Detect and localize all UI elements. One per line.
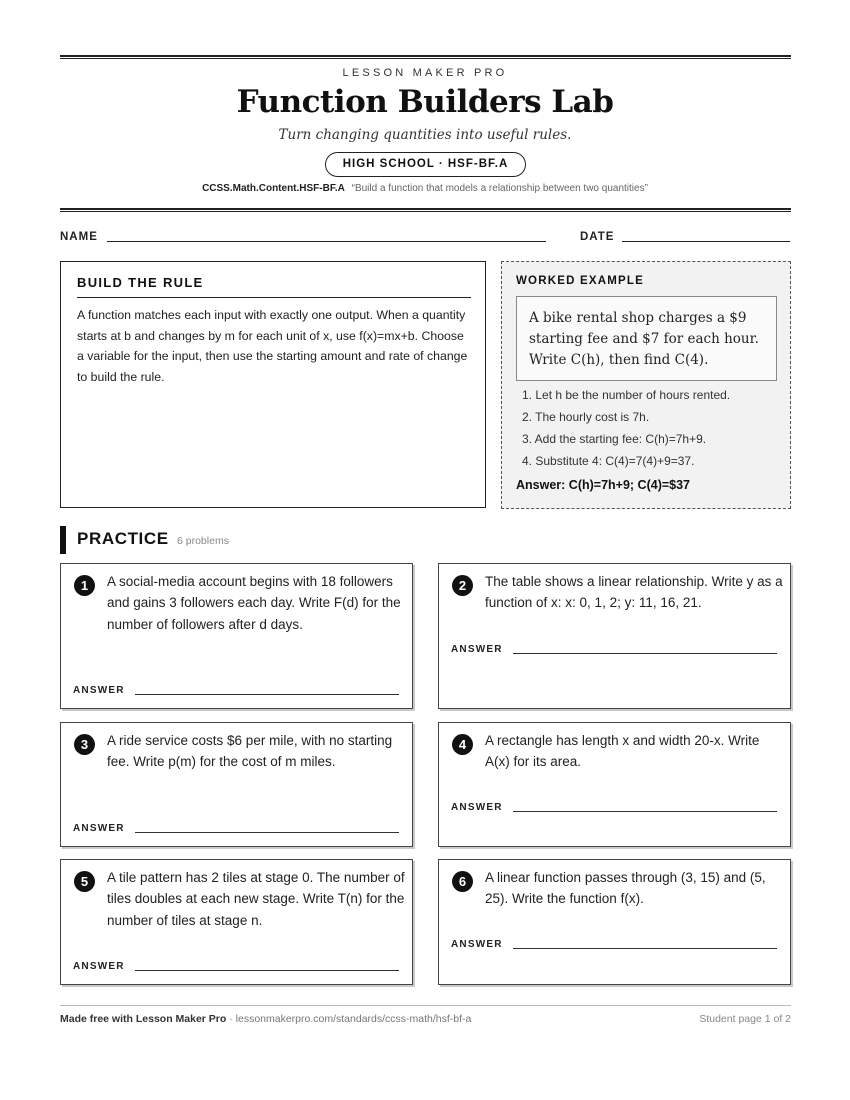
header-bottom-rule: [60, 208, 791, 212]
footer-divider: [60, 1005, 791, 1006]
answer-label: ANSWER: [73, 685, 125, 696]
date-field[interactable]: [622, 241, 790, 242]
problem-number-badge: 6: [452, 871, 473, 892]
worked-example-step: 3. Add the starting fee: C(h)=7h+9.: [522, 432, 707, 446]
answer-field[interactable]: [135, 832, 399, 833]
problem-number-badge: 4: [452, 734, 473, 755]
footer-attribution: [60, 1013, 471, 1025]
worked-example-step: 2. The hourly cost is 7h.: [522, 410, 650, 424]
problem-text: A ride service costs $6 per mile, with no starting fee. Write p(m) for the cost of m miles.: [107, 733, 393, 770]
problem-card-1: [60, 563, 413, 709]
date-label: DATE: [580, 231, 615, 243]
standard-code: CCSS.Math.Content.HSF-BF.A: [202, 183, 345, 194]
problem-card-3: [60, 722, 413, 847]
worked-example-heading: WORKED EXAMPLE: [516, 275, 644, 287]
problem-number-badge: 3: [74, 734, 95, 755]
worked-example-step: 4. Substitute 4: C(4)=7(4)+9=37.: [522, 454, 695, 468]
problem-number-badge: 5: [74, 871, 95, 892]
worked-example-steps: [522, 386, 730, 474]
answer-field[interactable]: [513, 811, 777, 812]
worked-example-step: 1. Let h be the number of hours rented.: [522, 388, 731, 402]
answer-field[interactable]: [513, 653, 777, 654]
problem-text: A tile pattern has 2 tiles at stage 0. The number of tiles doubles at each new stage. Write T(n) for the number of tiles at stage n.: [107, 870, 405, 928]
problem-card-6: [438, 859, 791, 985]
standard-description: “Build a function that models a relationship between two quantities”: [351, 183, 648, 194]
answer-field[interactable]: [513, 948, 777, 949]
problem-number-badge: 1: [74, 575, 95, 596]
answer-label: ANSWER: [451, 644, 503, 655]
build-rule-heading: BUILD THE RULE: [77, 275, 204, 290]
worked-example-answer: Answer: C(h)=7h+9; C(4)=$37: [516, 478, 691, 492]
footer-page-number: Student page 1 of 2: [699, 1013, 791, 1025]
problem-text: A social-media account begins with 18 followers and gains 3 followers each day. Write F(d) for the number of followers after d days.: [107, 574, 401, 632]
problem-card-2: [438, 563, 791, 709]
name-label: NAME: [60, 231, 98, 243]
problem-card-4: [438, 722, 791, 847]
build-the-rule-panel: [60, 261, 486, 508]
problem-text: A linear function passes through (3, 15) and (5, 25). Write the function f(x).: [485, 870, 766, 907]
footer-made-with: Made free with Lesson Maker Pro: [60, 1013, 227, 1025]
name-field[interactable]: [107, 241, 546, 242]
brand-name: LESSON MAKER PRO: [342, 67, 508, 79]
worked-example-prompt: A bike rental shop charges a $9 starting fee and $7 for each hour. Write C(h), then find C(4).: [516, 296, 777, 381]
answer-field[interactable]: [135, 694, 399, 695]
problem-number-badge: 2: [452, 575, 473, 596]
top-double-rule: [60, 55, 791, 59]
standard-line: [0, 183, 850, 194]
build-rule-divider: [77, 297, 471, 298]
problem-text: The table shows a linear relationship. Write y as a function of x: x: 0, 1, 2; y: 11, 16, 21.: [485, 574, 783, 611]
answer-label: ANSWER: [451, 939, 503, 950]
answer-label: ANSWER: [73, 823, 125, 834]
build-rule-text: A function matches each input with exactly one output. When a quantity starts at b and changes by m for each unit of x, use f(x)=mx+b. Choose a variable for the input, then use the starting amount and rate of change to build the rule.: [77, 308, 468, 384]
worksheet-subtitle: Turn changing quantities into useful rules.: [278, 127, 572, 143]
grade-standard-badge: HIGH SCHOOL · HSF-BF.A: [325, 152, 526, 177]
answer-label: ANSWER: [73, 961, 125, 972]
answer-field[interactable]: [135, 970, 399, 971]
worked-example-panel: [501, 261, 791, 509]
practice-heading: PRACTICE: [77, 529, 169, 548]
problem-card-5: [60, 859, 413, 985]
practice-accent-bar: [60, 526, 66, 554]
problem-text: A rectangle has length x and width 20-x. Write A(x) for its area.: [485, 733, 760, 770]
practice-count: 6 problems: [177, 535, 229, 547]
worksheet-title: Function Builders Lab: [236, 84, 614, 120]
footer-url[interactable]: · lessonmakerpro.com/standards/ccss-math/hsf-bf-a: [226, 1013, 472, 1025]
answer-label: ANSWER: [451, 802, 503, 813]
